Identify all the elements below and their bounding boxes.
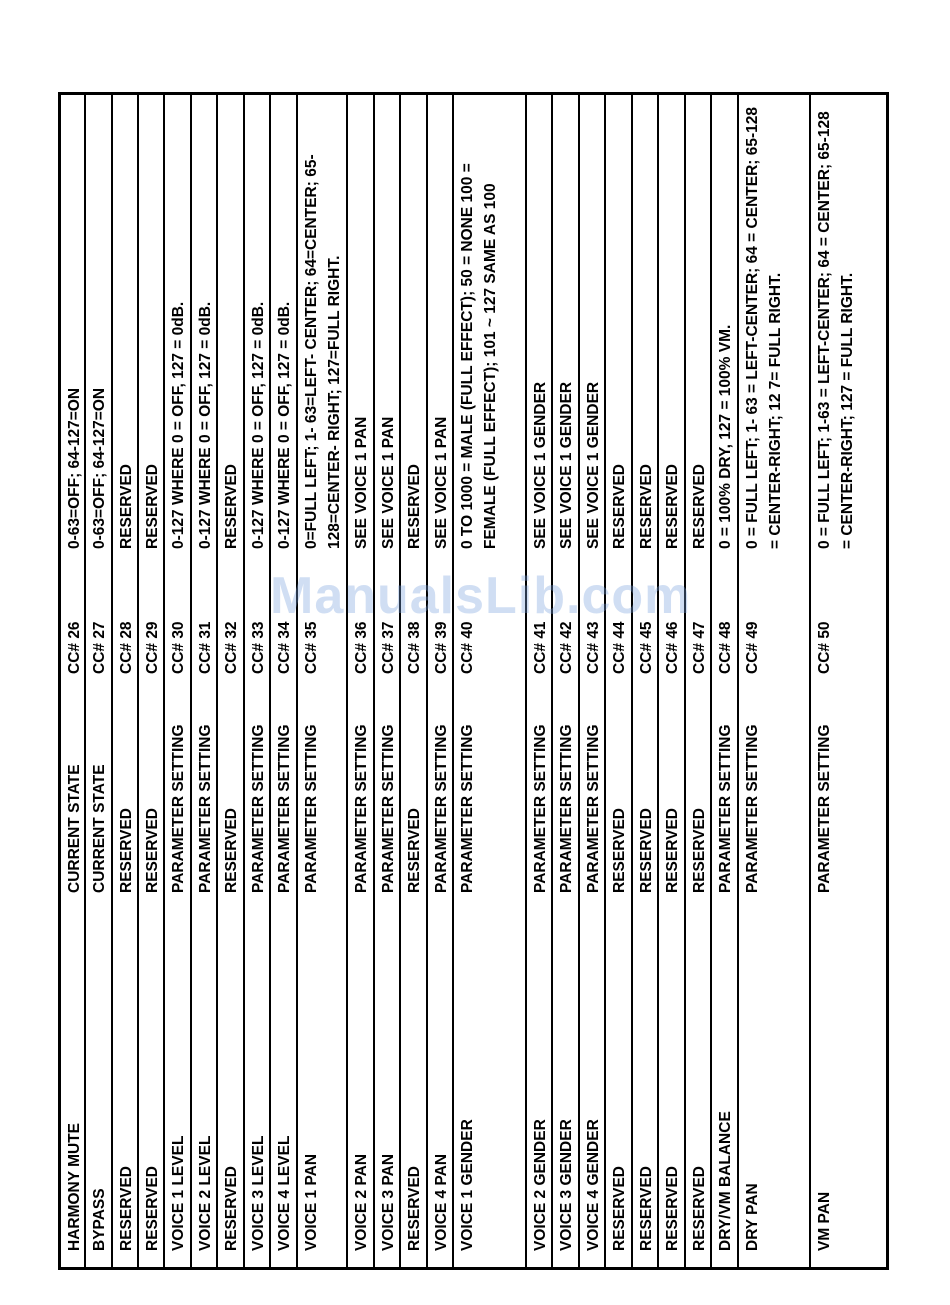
param-description: RESERVED (611, 464, 628, 549)
cc-number: CC# 46 (664, 621, 681, 674)
table-row (580, 95, 606, 1267)
cc-number: CC# 36 (353, 621, 370, 674)
cc-number: CC# 43 (585, 621, 602, 674)
table-row (192, 95, 218, 1267)
param-name: VM PAN (816, 1191, 833, 1251)
param-description: 0-127 WHERE 0 = OFF, 127 = 0dB. (276, 301, 293, 549)
param-type: PARAMETER SETTING (276, 724, 293, 893)
param-description: 0-127 WHERE 0 = OFF, 127 = 0dB. (250, 301, 267, 549)
param-description: SEE VOICE 1 PAN (380, 416, 397, 549)
param-description: RESERVED (691, 464, 708, 549)
param-description: RESERVED (118, 464, 135, 549)
table-row (659, 95, 686, 1267)
table-row (298, 95, 348, 1267)
param-type: CURRENT STATE (91, 764, 108, 893)
param-description: RESERVED (406, 464, 423, 549)
cc-number: CC# 28 (118, 621, 135, 674)
param-type: RESERVED (406, 808, 423, 893)
param-type: PARAMETER SETTING (532, 724, 549, 893)
param-name: VOICE 2 LEVEL (197, 1135, 214, 1251)
param-description: 0 = 100% DRY, 127 = 100% VM. (717, 324, 734, 549)
table-row (375, 95, 401, 1267)
param-type: PARAMETER SETTING (197, 724, 214, 893)
param-type: RESERVED (638, 808, 655, 893)
table-row (113, 95, 139, 1267)
table-row (139, 95, 165, 1267)
param-type: CURRENT STATE (66, 764, 83, 893)
cc-number: CC# 39 (433, 621, 450, 674)
cc-number: CC# 41 (532, 621, 549, 674)
param-name: RESERVED (611, 1166, 628, 1251)
cc-number: CC# 50 (816, 621, 833, 674)
table-row (245, 95, 271, 1267)
cc-number: CC# 40 (459, 621, 476, 674)
cc-number: CC# 45 (638, 621, 655, 674)
param-name: DRY PAN (744, 1183, 761, 1251)
param-name: VOICE 1 PAN (303, 1153, 320, 1251)
param-name: VOICE 4 LEVEL (276, 1135, 293, 1251)
param-type: RESERVED (691, 808, 708, 893)
param-name: RESERVED (144, 1166, 161, 1251)
cc-number: CC# 49 (744, 621, 761, 674)
cc-table (61, 95, 886, 1267)
table-row (218, 95, 245, 1267)
table-row (739, 95, 811, 1267)
param-name: VOICE 3 LEVEL (250, 1135, 267, 1251)
param-type: RESERVED (611, 808, 628, 893)
param-name: RESERVED (691, 1166, 708, 1251)
cc-number: CC# 31 (197, 621, 214, 674)
param-name: VOICE 3 GENDER (558, 1119, 575, 1251)
table-row (61, 95, 86, 1267)
param-description: SEE VOICE 1 PAN (433, 416, 450, 549)
table-row (428, 95, 454, 1267)
table-row (348, 95, 375, 1267)
param-description: 0 = FULL LEFT; 1-63 = LEFT-CENTER; 64 = CENTER; 65-128 = CENTER-RIGHT; 127 = FULL RIGHT. (816, 111, 856, 549)
param-description: RESERVED (144, 464, 161, 549)
cc-number: CC# 44 (611, 621, 628, 674)
param-name: RESERVED (664, 1166, 681, 1251)
param-type: RESERVED (664, 808, 681, 893)
param-name: VOICE 2 GENDER (532, 1119, 549, 1251)
param-description: 0 = FULL LEFT; 1- 63 = LEFT-CENTER; 64 = CENTER; 65-128 = CENTER-RIGHT; 12 7= FULL RIGHT. (744, 107, 784, 549)
table-row (165, 95, 192, 1267)
param-type: PARAMETER SETTING (459, 724, 476, 893)
param-description: 0 TO 1000 = MALE (FULL EFFECT); 50 = NONE 100 = FEMALE (FULL EFFECT); 101 ~ 127 SAME AS 100 (459, 163, 499, 549)
table-row (401, 95, 428, 1267)
watermark: ManualsLib.com (270, 567, 692, 625)
param-type: PARAMETER SETTING (816, 724, 833, 893)
table-row (686, 95, 712, 1267)
table-row (712, 95, 739, 1267)
param-name: VOICE 2 PAN (353, 1153, 370, 1251)
cc-number: CC# 42 (558, 621, 575, 674)
cc-number: CC# 29 (144, 621, 161, 674)
param-name: DRY/VM BALANCE (717, 1111, 734, 1251)
param-type: PARAMETER SETTING (585, 724, 602, 893)
param-type: PARAMETER SETTING (744, 724, 761, 893)
param-description: 0=FULL LEFT; 1- 63=LEFT- CENTER; 64=CENTER; 65-128=CENTER- RIGHT; 127=FULL RIGHT. (303, 154, 343, 549)
param-type: PARAMETER SETTING (380, 724, 397, 893)
param-name: RESERVED (406, 1166, 423, 1251)
cc-number: CC# 48 (717, 621, 734, 674)
param-description: 0-63=OFF; 64-127=ON (66, 387, 83, 549)
cc-number: CC# 38 (406, 621, 423, 674)
param-type: PARAMETER SETTING (170, 724, 187, 893)
param-type: PARAMETER SETTING (250, 724, 267, 893)
table-row (454, 95, 527, 1267)
cc-number: CC# 30 (170, 621, 187, 674)
param-name: VOICE 1 GENDER (459, 1119, 476, 1251)
param-name: RESERVED (638, 1166, 655, 1251)
param-description: SEE VOICE 1 PAN (353, 416, 370, 549)
param-name: RESERVED (223, 1166, 240, 1251)
param-type: PARAMETER SETTING (353, 724, 370, 893)
param-type: PARAMETER SETTING (558, 724, 575, 893)
cc-number: CC# 26 (66, 621, 83, 674)
param-name: VOICE 3 PAN (380, 1153, 397, 1251)
cc-number: CC# 33 (250, 621, 267, 674)
table-row (527, 95, 553, 1267)
param-name: VOICE 4 GENDER (585, 1119, 602, 1251)
param-description: 0-127 WHERE 0 = OFF, 127 = 0dB. (170, 301, 187, 549)
cc-number: CC# 34 (276, 621, 293, 674)
cc-number: CC# 27 (91, 621, 108, 674)
table-row (553, 95, 580, 1267)
table-row (271, 95, 298, 1267)
param-description: RESERVED (223, 464, 240, 549)
param-type: RESERVED (144, 808, 161, 893)
param-description: RESERVED (638, 464, 655, 549)
cc-number: CC# 32 (223, 621, 240, 674)
table-row (811, 95, 889, 1267)
param-type: RESERVED (223, 808, 240, 893)
param-type: PARAMETER SETTING (303, 724, 320, 893)
table-row (606, 95, 633, 1267)
cc-table-frame (58, 92, 889, 1270)
param-type: PARAMETER SETTING (717, 724, 734, 893)
param-name: HARMONY MUTE (66, 1122, 83, 1251)
param-type: RESERVED (118, 808, 135, 893)
param-name: VOICE 1 LEVEL (170, 1135, 187, 1251)
param-description: RESERVED (664, 464, 681, 549)
cc-number: CC# 47 (691, 621, 708, 674)
param-description: 0-127 WHERE 0 = OFF, 127 = 0dB. (197, 301, 214, 549)
param-name: VOICE 4 PAN (433, 1153, 450, 1251)
table-row (86, 95, 113, 1267)
cc-number: CC# 37 (380, 621, 397, 674)
param-name: RESERVED (118, 1166, 135, 1251)
param-description: SEE VOICE 1 GENDER (532, 381, 549, 549)
param-name: BYPASS (91, 1188, 108, 1251)
param-description: SEE VOICE 1 GENDER (558, 381, 575, 549)
table-row (633, 95, 659, 1267)
param-description: SEE VOICE 1 GENDER (585, 381, 602, 549)
param-description: 0-63=OFF; 64-127=ON (91, 387, 108, 549)
cc-number: CC# 35 (303, 621, 320, 674)
param-type: PARAMETER SETTING (433, 724, 450, 893)
